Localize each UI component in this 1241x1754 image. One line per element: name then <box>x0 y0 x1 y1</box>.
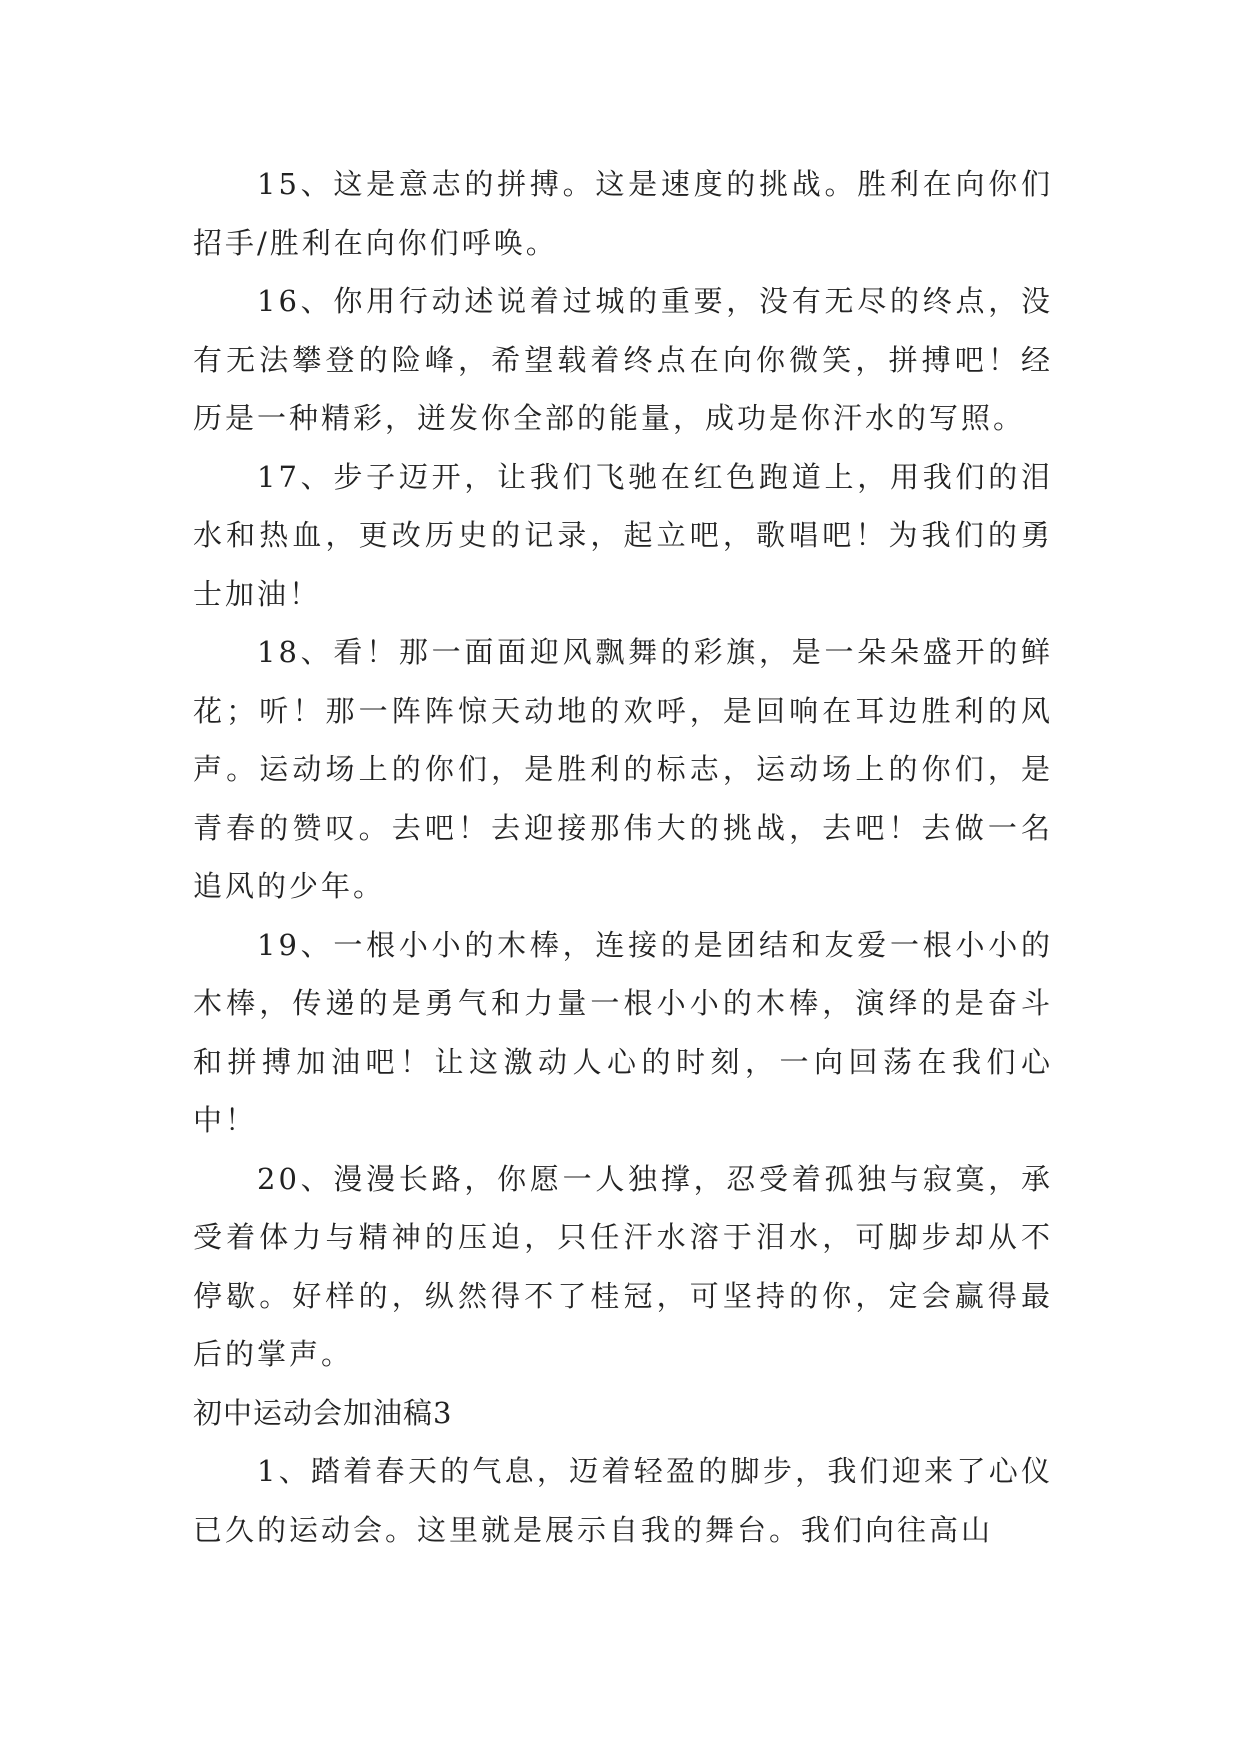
paragraph-1: 1、踏着春天的气息，迈着轻盈的脚步，我们迎来了心仪已久的运动会。这里就是展示自我的舞台。我们向往高山 <box>193 1454 1053 1547</box>
paragraph-19: 19、一根小小的木棒，连接的是团结和友爱一根小小的木棒，传递的是勇气和力量一根小小的木棒，演绎的是奋斗和拼搏加油吧！让这激动人心的时刻，一向回荡在我们心中！ <box>193 927 1053 1137</box>
section-heading: 初中运动会加油稿3 <box>193 1395 453 1430</box>
paragraph-15: 15、这是意志的拼搏。这是速度的挑战。胜利在向你们招手/胜利在向你们呼唤。 <box>193 167 1053 260</box>
paragraph-18: 18、看！那一面面迎风飘舞的彩旗，是一朵朵盛开的鲜花；听！那一阵阵惊天动地的欢呼，是回响在耳边胜利的风声。运动场上的你们，是胜利的标志，运动场上的你们，是青春的赞叹。去吧！去迎接那伟大的挑战，去吧！去做一名追风的少年。 <box>193 635 1053 903</box>
paragraph-20: 20、漫漫长路，你愿一人独撑，忍受着孤独与寂寞，承受着体力与精神的压迫，只任汗水溶于泪水，可脚步却从不停歇。好样的，纵然得不了桂冠，可坚持的你，定会赢得最后的掌声。 <box>193 1161 1053 1371</box>
paragraph-16: 16、你用行动述说着过城的重要，没有无尽的终点，没有无法攀登的险峰，希望载着终点在向你微笑，拼搏吧！经历是一种精彩，迸发你全部的能量，成功是你汗水的写照。 <box>193 284 1053 435</box>
paragraph-17: 17、步子迈开，让我们飞驰在红色跑道上，用我们的泪水和热血，更改历史的记录，起立吧，歌唱吧！为我们的勇士加油！ <box>193 459 1053 611</box>
document-body <box>193 155 1053 1559</box>
